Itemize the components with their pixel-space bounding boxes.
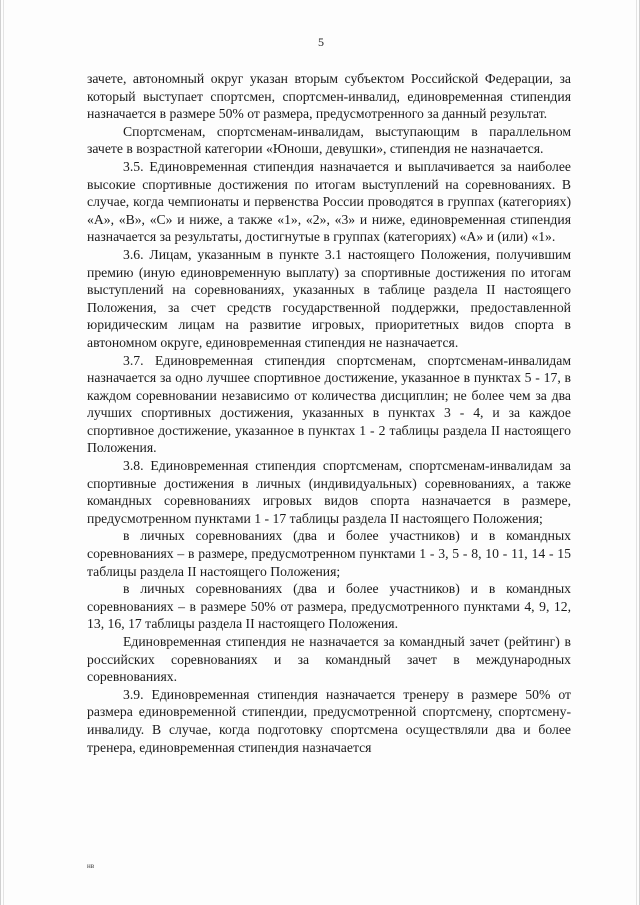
paragraph-continuation: зачете, автономный округ указан вторым субъектом Российской Федерации, за который выступает спортсмен, спортсмен-инвалид, единовременная стипендия назначается в размере 50% от размера, предусмотренного за данный результат. (87, 71, 571, 122)
paragraph-3-5: 3.5. Единовременная стипендия назначается и выплачивается за наиболее высокие спортивные достижения по итогам выступлений на соревнованиях. В случае, когда чемпионаты и первенства России проводятся в группах (категориях) «А», «В», «С» и ниже, а также «1», «2», «3» и ниже, единовременная стипендия назначается за результаты, достигнутые в группах (категориях) «А» и (или) «1». (87, 158, 571, 245)
paragraph-3-8-personal: в личных соревнованиях (два и более участников) и в командных соревнованиях – в размере, предусмотренном пунктами 1 - 3, 5 - 8, 10 - 11, 14 - 15 таблицы раздела II настоящего Положения; (87, 528, 571, 579)
body-text (87, 70, 571, 756)
paragraph-3-8: 3.8. Единовременная стипендия спортсменам, спортсменам-инвалидам за спортивные достижения в личных (индивидуальных) соревнованиях, а также командных соревнованиях игровых видов спорта назначается в размере, предусмотренном пунктами 1 - 17 таблицы раздела II настоящего Положения; (87, 458, 571, 526)
paragraph-juniors: Спортсменам, спортсменам-инвалидам, выступающим в параллельном зачете в возрастной категории «Юноши, девушки», стипендия не назначается. (87, 123, 571, 157)
paragraph-3-7: 3.7. Единовременная стипендия спортсменам, спортсменам-инвалидам назначается за одно лучшее спортивное достижение, указанное в пунктах 5 - 17, в каждом соревновании независимо от количества дисциплин; не более чем за два лучших спортивных достижения, указанных в пунктах 3 - 4, и за каждое спортивное достижение, указанное в пунктах 1 - 2 таблицы раздела II настоящего Положения. (87, 352, 571, 456)
paragraph-3-6: 3.6. Лицам, указанным в пункте 3.1 настоящего Положения, получившим премию (иную единовременную выплату) за спортивные достижения по итогам выступлений на соревнованиях, указанных в таблице раздела II настоящего Положения, за счет средств государственной поддержки, предоставленной юридическим лицам на развитие игровых, приоритетных видов спорта в автономном округе, единовременная стипендия не назначается. (87, 246, 571, 350)
page-edge-right (636, 0, 637, 905)
paragraph-3-8-half: в личных соревнованиях (два и более участников) и в командных соревнованиях – в размере 50% от размера, предусмотренного пунктами 4, 9, 12, 13, 16, 17 таблицы раздела II настоящего Положения. (87, 581, 571, 632)
page-number: 5 (318, 35, 324, 49)
paragraph-3-9: 3.9. Единовременная стипендия назначается тренеру в размере 50% от размера единовременной стипендии, предусмотренной спортсмену, спортсмену-инвалиду. В случае, когда подготовку спортсмена осуществляли два и более тренера, единовременная стипендия назначается (87, 686, 571, 755)
paragraph-team-rating: Единовременная стипендия не назначается за командный зачет (рейтинг) в российских соревнованиях и за командный зачет в международных соревнованиях. (87, 634, 571, 685)
page-edge-left (3, 0, 4, 905)
footer-mark: нв (87, 862, 95, 870)
